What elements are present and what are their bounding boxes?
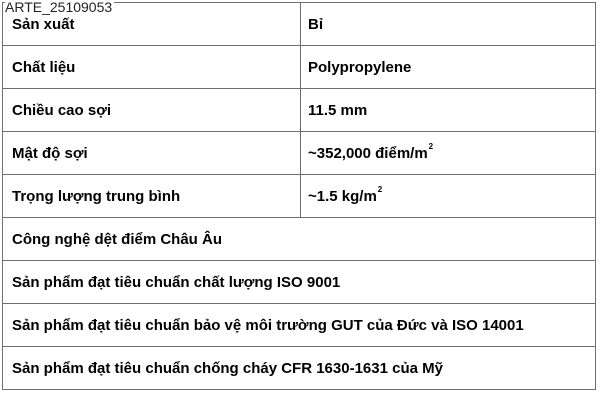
spec-value-average-weight-text: ~1.5 kg/m: [308, 187, 377, 205]
spec-label-average-weight: Trọng lượng trung bình: [3, 175, 301, 218]
spec-value-pile-height: [301, 89, 596, 132]
table-row: [3, 347, 596, 390]
spec-value-material: [301, 46, 596, 89]
unit-superscript: 2: [428, 141, 434, 151]
spec-value-origin-text: Bỉ: [308, 15, 323, 33]
feature-fire-standard: Sản phẩm đạt tiêu chuẩn chống cháy CFR 1630-1631 của Mỹ: [3, 347, 596, 390]
unit-superscript: 2: [377, 184, 383, 194]
spec-label-pile-density: Mật độ sợi: [3, 132, 301, 175]
table-row: [3, 46, 596, 89]
spec-value-pile-density-text: ~352,000 điểm/m: [308, 144, 428, 162]
spec-value-pile-density: [301, 132, 596, 175]
spec-label-pile-height: Chiều cao sợi: [3, 89, 301, 132]
spec-value-origin: [301, 3, 596, 46]
feature-iso-9001: Sản phẩm đạt tiêu chuẩn chất lượng ISO 9001: [3, 261, 596, 304]
table-row: [3, 175, 596, 218]
table-row: [3, 304, 596, 347]
document-id: ARTE_25109053: [5, 0, 113, 15]
spec-label-origin: Sản xuất: [3, 3, 301, 46]
spec-label-material: Chất liệu: [3, 46, 301, 89]
spec-value-pile-height-text: 11.5 mm: [308, 101, 368, 119]
feature-environment-standard: Sản phẩm đạt tiêu chuẩn bảo vệ môi trường GUT của Đức và ISO 14001: [3, 304, 596, 347]
table-row: [3, 89, 596, 132]
table-row: [3, 261, 596, 304]
specification-table: [2, 2, 596, 390]
feature-weaving-technology: Công nghệ dệt điểm Châu Âu: [3, 218, 596, 261]
spec-value-average-weight: [301, 175, 596, 218]
table-row: [3, 218, 596, 261]
table-row: [3, 132, 596, 175]
spec-value-material-text: Polypropylene: [308, 58, 412, 76]
